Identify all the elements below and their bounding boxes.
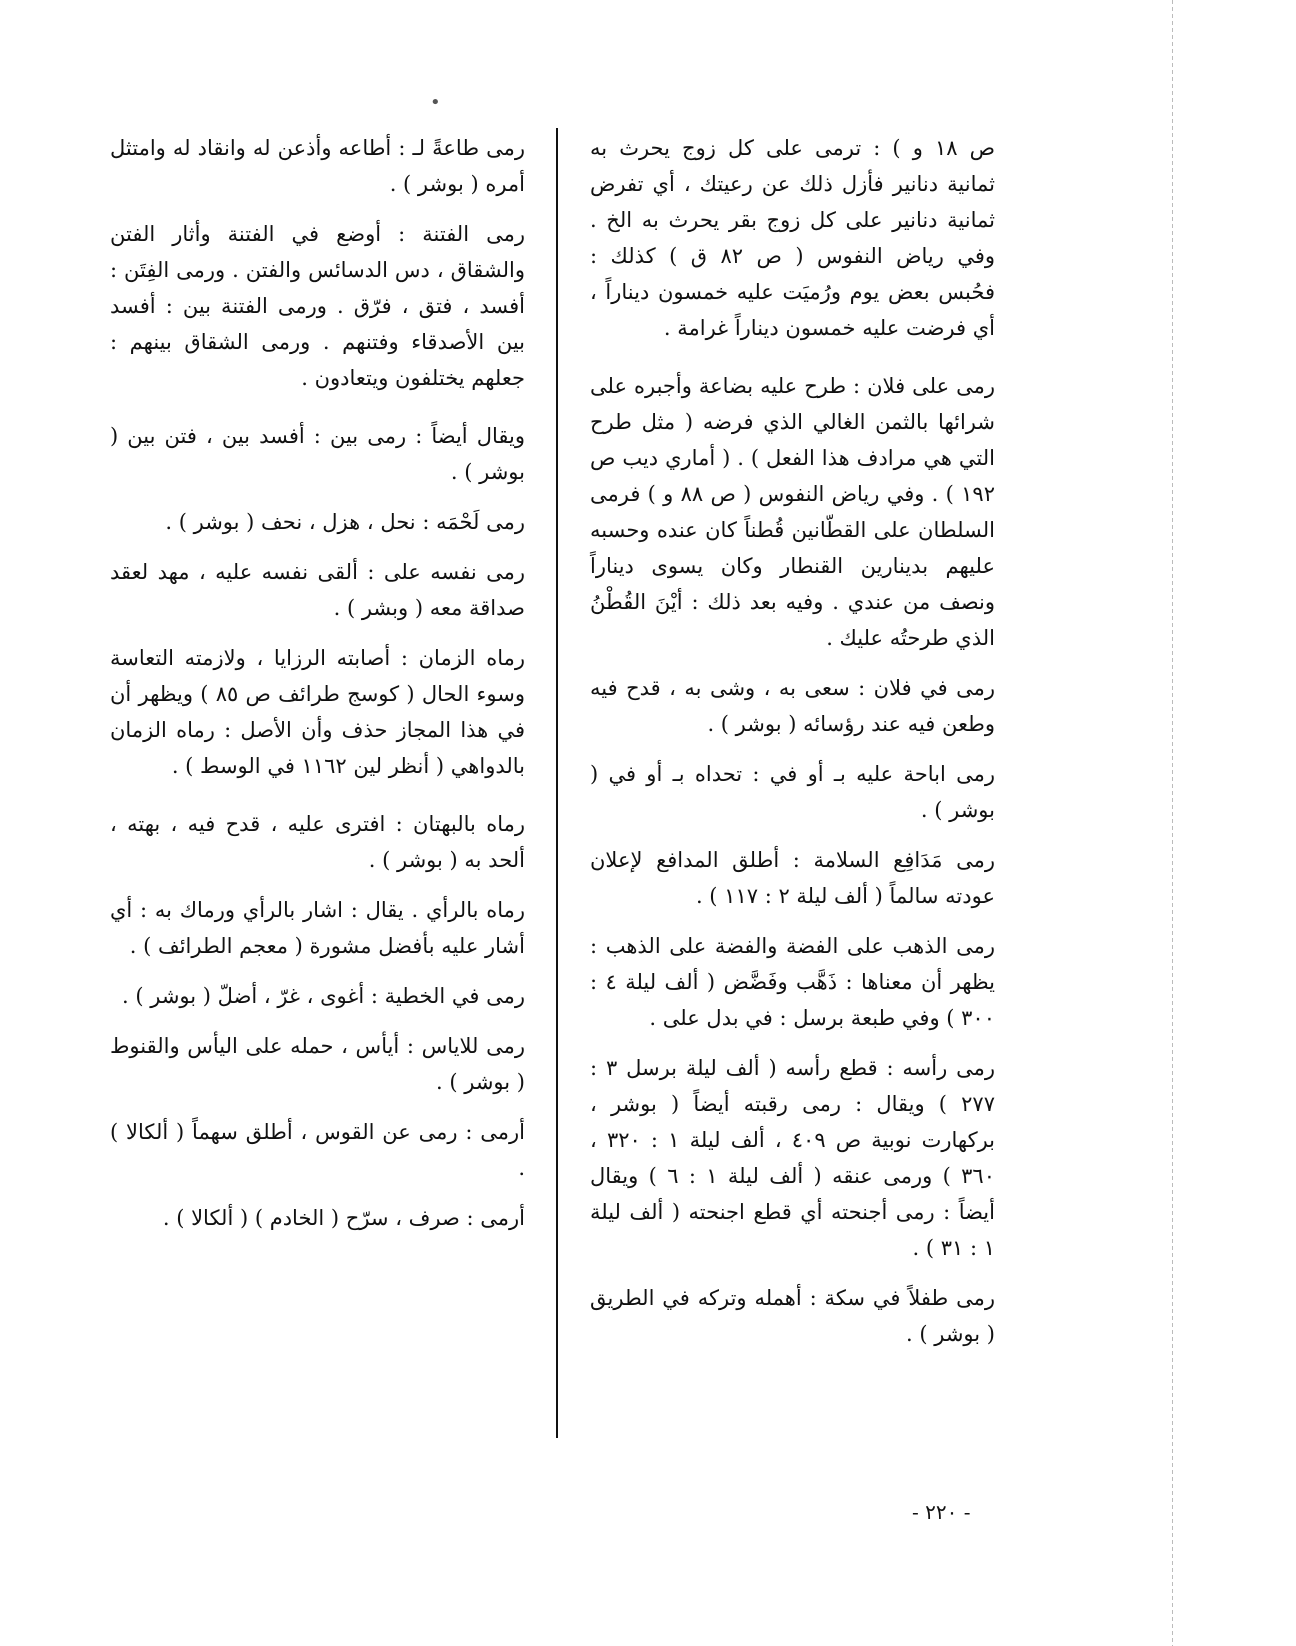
entry: رمى الذهب على الفضة والفضة على الذهب : يظهر أن معناها : ذَهَّب وفَضَّض ( ألف ليلة ٤ : ٣٠٠ ) وفي طبعة برسل : في بدل على .	[590, 934, 995, 1030]
entry: رمى رأسه : قطع رأسه ( ألف ليلة برسل ٣ : ٢٧٧ ) ويقال : رمى رقبته أيضاً ( بوشر ، بركهارت نوبية ص ٤٠٩ ، ألف ليلة ١ : ٣٢٠ ، ٣٦٠ ) ورمى عنقه ( ألف ليلة ١ : ٦ ) ويقال أيضاً : رمى أجنحته أي قطع اجنحته ( ألف ليلة ١ : ٣١ ) .	[590, 1056, 996, 1260]
entry: رماه بالرأي . يقال : اشار بالرأي ورماك به : أي أشار عليه بأفضل مشورة ( معجم الطرائف ) .	[110, 898, 525, 958]
entry: ويقال أيضاً : رمى بين : أفسد بين ، فتن بين ( بوشر ) .	[110, 424, 525, 484]
page-edge-line	[1172, 0, 1173, 1646]
entry: أرمى : صرف ، سرّح ( الخادم ) ( ألكالا ) .	[162, 1206, 525, 1230]
entry: رمى طفلاً في سكة : أهمله وتركه في الطريق ( بوشر ) .	[590, 1286, 995, 1346]
entry: رمى للاياس : أيأس ، حمله على اليأس والقنوط ( بوشر ) .	[110, 1034, 525, 1094]
left-column	[110, 130, 525, 1250]
entry: رمى مَدَافِع السلامة : أطلق المدافع لإعلان عودته سالماً ( ألف ليلة ٢ : ١١٧ ) .	[590, 848, 995, 908]
column-divider	[556, 128, 558, 1438]
entry: رمى اباحة عليه بـ أو في : تحداه بـ أو في ( بوشر ) .	[590, 762, 995, 822]
entry: أرمى : رمى عن القوس ، أطلق سهماً ( ألكالا ) .	[110, 1120, 525, 1180]
entry: رمى في الخطية : أغوى ، غرّ ، أضلّ ( بوشر ) .	[122, 984, 525, 1008]
entry: رمى الفتنة : أوضع في الفتنة وأثار الفتن والشقاق ، دس الدسائس والفتن . ورمى الفِتَن : أفسد ، فتق ، فرّق . ورمى الفتنة بين : أفسد بين الأصدقاء وفتنهم . ورمى الشقاق بينهم : جعلهم يختلفون ويتعادون .	[110, 222, 525, 390]
entry: ص ١٨ و ) : ترمى على كل زوج يحرث به ثمانية دنانير فأزل ذلك عن رعيتك ، أي تفرض ثمانية دنانير على كل زوج بقر يحرث به الخ . وفي رياض النفوس ( ص ٨٢ ق ) كذلك : فحُبس بعض يوم ورُميَت عليه خمسون ديناراً ، أي فرضت عليه خمسون ديناراً غرامة .	[590, 136, 996, 340]
entry: رمى على فلان : طرح عليه بضاعة وأجبره على شرائها بالثمن الغالي الذي فرضه ( مثل طرح التي هي مرادف هذا الفعل ) . ( أماري ديب ص ١٩٢ ) . وفي رياض النفوس ( ص ٨٨ و ) فرمى السلطان على القطّانين قُطناً كان عنده وحسبه عليهم بدينارين القنطار وكان يسوى ديناراً ونصف من عندي . وفيه بعد ذلك : أيْنَ القُطْنُ الذي طرحتُه عليك .	[590, 374, 995, 650]
entry: رمى طاعةً لـ : أطاعه وأذعن له وانقاد له وامتثل أمره ( بوشر ) .	[110, 136, 525, 196]
entry: رمى نفسه على : ألقى نفسه عليه ، مهد لعقد صداقة معه ( وبشر ) .	[110, 560, 525, 620]
entry: رمى في فلان : سعى به ، وشى به ، قدح فيه وطعن فيه عند رؤسائه ( بوشر ) .	[590, 676, 995, 736]
entry: رماه الزمان : أصابته الرزايا ، ولازمته التعاسة وسوء الحال ( كوسج طرائف ص ٨٥ ) ويظهر أن في هذا المجاز حذف وأن الأصل : رماه الزمان بالدواهي ( أنظر لين ١١٦٢ في الوسط ) .	[110, 646, 525, 778]
page-number: - ٢٢٠ -	[912, 1500, 971, 1524]
page-top-mark: •	[430, 92, 441, 113]
entry: رماه بالبهتان : افترى عليه ، قدح فيه ، بهته ، ألحد به ( بوشر ) .	[110, 812, 525, 872]
entry: رمى لَحْمَه : نحل ، هزل ، نحف ( بوشر ) .	[165, 510, 525, 534]
right-column	[590, 130, 995, 1366]
